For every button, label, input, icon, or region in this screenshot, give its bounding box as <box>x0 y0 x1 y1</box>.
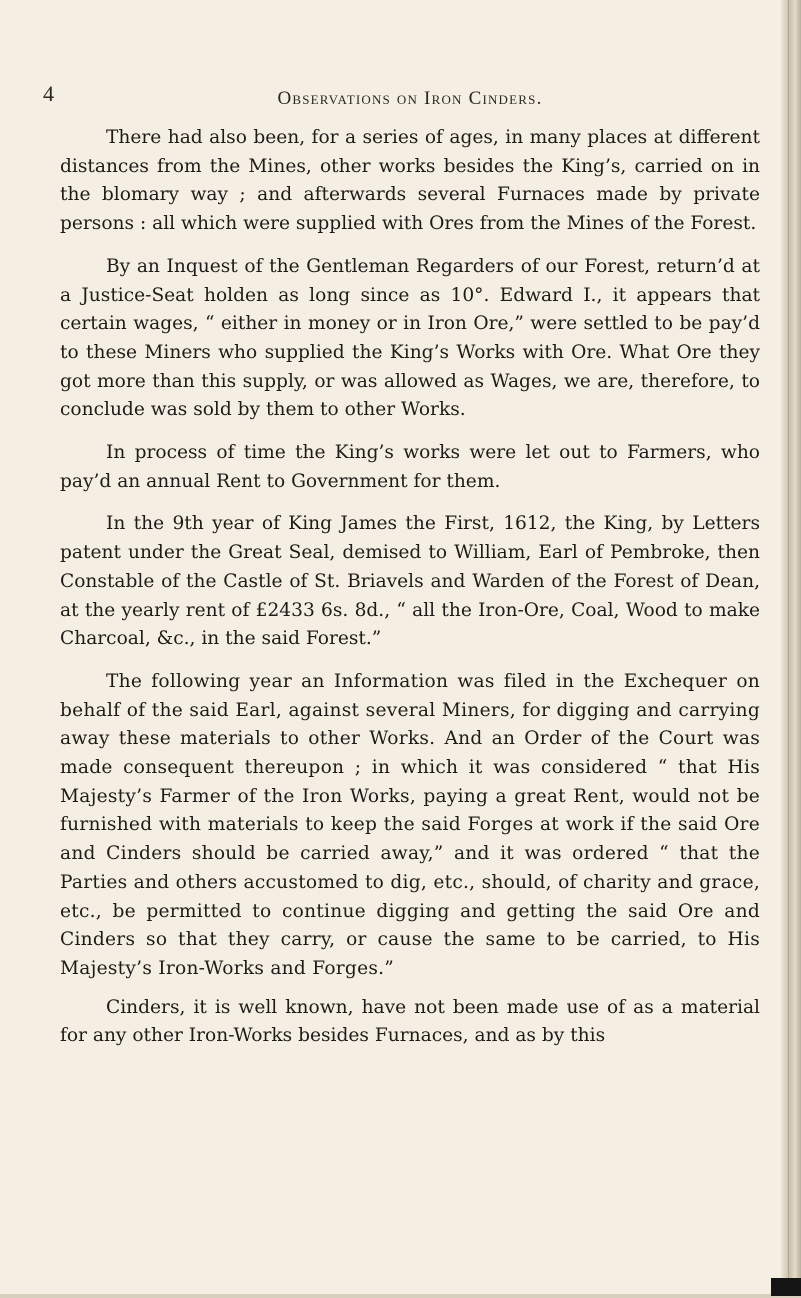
paragraph-3: In process of time the King’s works were let out to Farmers, who pay’d an annual Rent to Government for them. <box>60 442 760 492</box>
book-spine-shadow <box>781 0 801 1298</box>
binding-line <box>788 0 789 1298</box>
paragraph-4: In the 9th year of King James the First, 1612, the King, by Letters patent under the Great Seal, demised to William, Earl of Pembroke, then Constable of the Castle of St. Briavels and Warden of the Forest of Dean, at the yearly rent of £2433 6s. 8d., “ all the Iron-Ore, Coal, Wood to make Charcoal, &c., in the said Forest.” <box>60 513 760 650</box>
paragraph-1: There had also been, for a series of ages, in many places at different distances from the Mines, other works besides the King’s, carried on in the blomary way ; and afterwards several Furnaces made by private persons : all which were supplied with Ores from the Mines of the Forest. <box>60 127 760 235</box>
paragraph-5: The following year an Information was filed in the Exchequer on behalf of the said Earl, against several Miners, for digging and carrying away these materials to other Works. And an Order of the Court was made consequent thereupon ; in which it was considered “ that His Majesty’s Farmer of the Iron Works, paying a great Rent, would not be furnished with materials to keep the said Forges at work if the said Ore and Cinders should be carried away,” and it was ordered “ that the Parties and others accustomed to dig, etc., should, of charity and grace, etc., be permitted to continue digging and getting the said Ore and Cinders so that they carry, or cause the same to be carried, to His Majesty’s Iron-Works and Forges.” <box>60 670 760 979</box>
page-bottom-edge <box>0 1294 801 1298</box>
paragraph-2: By an Inquest of the Gentleman Regarders of our Forest, return’d at a Justice-Seat holden as long since as 10°. Edward I., it appears that certain wages, “ either in money or in Iron Ore,” were settled to be pay’d to these Miners who supplied the King’s Works with Ore. What Ore they got more than this supply, or was allowed as Wages, we are, therefore, to conclude was sold by them to other Works. <box>60 255 760 421</box>
body-text <box>60 124 760 1051</box>
scan-corner-mark <box>771 1278 801 1296</box>
page-number: 4 <box>43 81 54 106</box>
running-head: Observations on Iron Cinders. <box>277 88 543 109</box>
paragraph-6: Cinders, it is well known, have not been made use of as a material for any other Iron-Works besides Furnaces, and as by this <box>60 996 760 1047</box>
